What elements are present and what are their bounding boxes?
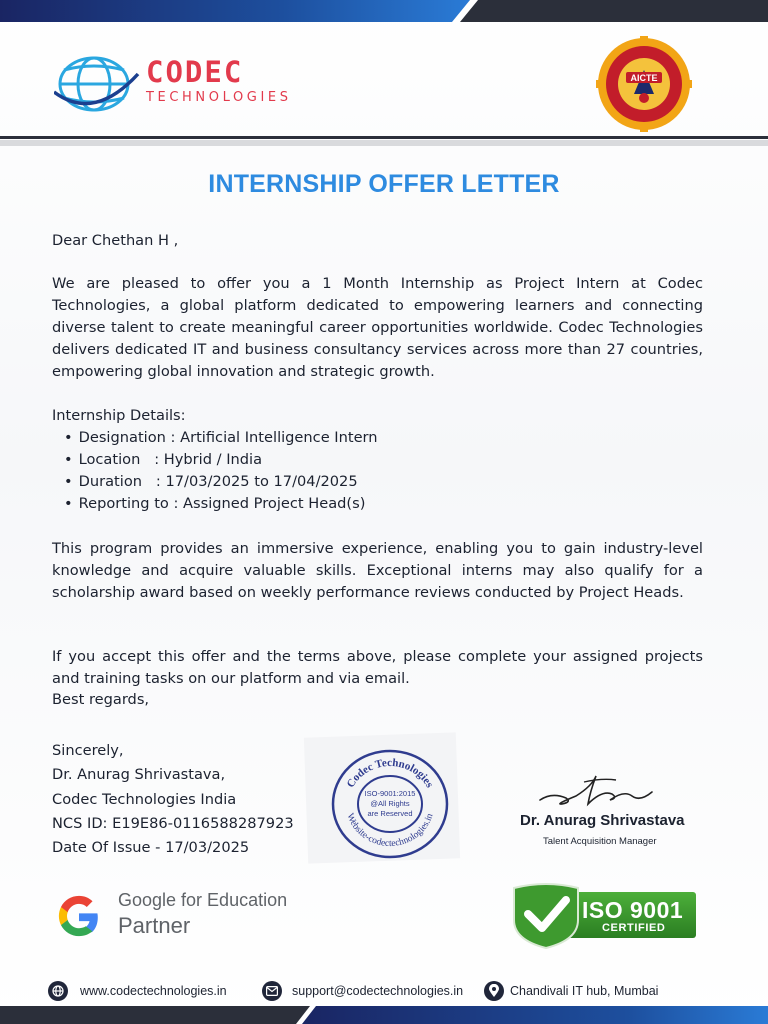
- signatory-name: Dr. Anurag Shrivastava,: [52, 766, 226, 784]
- header-divider-shadow: [0, 140, 768, 146]
- issue-date: Date Of Issue - 17/03/2025: [52, 839, 250, 857]
- footer-address: [484, 980, 658, 1002]
- footer-website[interactable]: [48, 980, 227, 1002]
- detail-duration: • Duration : 17/03/2025 to 17/04/2025: [64, 471, 378, 493]
- detail-designation: • Designation : Artificial Intelligence Intern: [64, 427, 378, 449]
- bottom-decorative-band: [0, 1006, 768, 1024]
- aicte-text: AICTE: [630, 73, 658, 83]
- stamp-top-text: Codec Technologies: [344, 756, 436, 790]
- signer-role: Talent Acquisition Manager: [543, 836, 657, 847]
- location-pin-icon: [484, 981, 504, 1001]
- email-link[interactable]: support@codectechnologies.in: [292, 984, 464, 998]
- closing-line: Best regards,: [52, 691, 150, 708]
- svg-text:Codec Technologies: [345, 757, 436, 791]
- aicte-seal-icon: [596, 36, 692, 132]
- signatory-org: Codec Technologies India: [52, 790, 237, 808]
- mail-icon: [262, 981, 282, 1001]
- iso-subtitle: CERTIFIED: [602, 922, 666, 934]
- google-logo-icon: [56, 894, 102, 940]
- stamp-center-2: @All Rights: [370, 799, 410, 808]
- stamp-center-3: are Reserved: [367, 809, 413, 818]
- company-stamp-icon: [330, 748, 450, 860]
- signer-name: Dr. Anurag Shrivastava: [520, 812, 685, 829]
- company-name: CODEC: [146, 55, 244, 89]
- website-link[interactable]: www.codectechnologies.in: [80, 984, 227, 998]
- stamp-center-1: ISO-9001:2015: [364, 789, 416, 798]
- company-subtitle: TECHNOLOGIES: [146, 90, 292, 105]
- google-education-line-2: Partner: [118, 913, 191, 938]
- greeting: Dear Chethan H ,: [52, 232, 179, 249]
- internship-details-list: [64, 427, 378, 515]
- address-text: Chandivali IT hub, Mumbai: [510, 984, 659, 998]
- stamp-bottom-text: Website-codectechnologies.in: [344, 812, 436, 850]
- detail-reporting: • Reporting to : Assigned Project Head(s): [64, 493, 378, 515]
- detail-location: • Location : Hybrid / India: [64, 449, 378, 471]
- accept-paragraph: If you accept this offer and the terms above, please complete your assigned projects and training tasks on our platform and via email.: [52, 648, 703, 687]
- header-divider: [0, 136, 768, 139]
- intro-paragraph: We are pleased to offer you a 1 Month Internship as Project Intern at Codec Technologies, a global platform dedicated to empowering learners and connecting diverse talent to create meaningful career opportunities worldwide. Codec Technologies delivers dedicated IT and business consultancy services across more than 27 countries, empowering global innovation and strategic growth.: [52, 275, 703, 380]
- top-decorative-band: [0, 0, 768, 22]
- footer-email[interactable]: [262, 980, 463, 1002]
- ncs-id: NCS ID: E19E86-0116588287923: [52, 814, 294, 832]
- signature-block: [52, 739, 294, 860]
- google-education-line-1: Google for Education: [118, 890, 288, 910]
- details-heading: Internship Details:: [52, 407, 186, 424]
- globe-icon: [48, 981, 68, 1001]
- page-title: INTERNSHIP OFFER LETTER: [208, 170, 560, 198]
- program-paragraph: This program provides an immersive experience, enabling you to gain industry-level knowledge and acquire valuable skills. Exceptional interns may also qualify for a scholarship award based on weekly performance reviews conducted by Project Heads.: [52, 540, 703, 601]
- handwritten-signature-icon: [532, 772, 662, 812]
- sincerely-line: Sincerely,: [52, 742, 124, 759]
- iso-title: ISO 9001: [582, 897, 684, 923]
